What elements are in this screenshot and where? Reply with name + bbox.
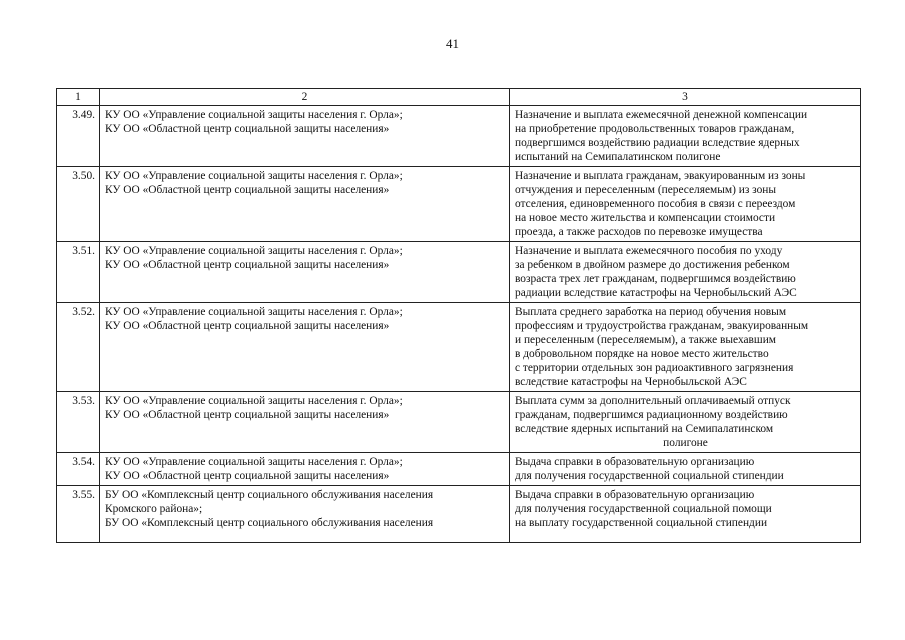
description-line: Назначение и выплата гражданам, эвакуированным из зоны <box>515 170 806 182</box>
description-line: на новое место жительства и компенсации стоимости <box>515 212 776 224</box>
service-description-cell <box>510 242 861 303</box>
description-line: отчуждения и переселенным (переселяемым) из зоны <box>515 184 777 196</box>
description-line: на выплату государственной социальной стипендии <box>515 517 768 529</box>
organization-cell <box>100 303 510 392</box>
description-line: гражданам, подвергшимся радиационному воздействию <box>515 409 788 421</box>
row-number: 3.54. <box>57 453 100 486</box>
row-number: 3.51. <box>57 242 100 303</box>
description-line: Выдача справки в образовательную организацию <box>515 489 755 501</box>
organization-line: КУ ОО «Управление социальной защиты населения г. Орла»; <box>105 456 403 468</box>
organization-line: БУ ОО «Комплексный центр социального обслуживания населения <box>105 489 434 501</box>
organization-line: КУ ОО «Областной центр социальной защиты населения» <box>105 123 390 135</box>
service-description-cell <box>510 392 861 453</box>
table-row <box>57 167 861 242</box>
services-table <box>56 88 861 543</box>
description-line: Назначение и выплата ежемесячной денежной компенсации <box>515 109 808 121</box>
organization-line: КУ ОО «Управление социальной защиты населения г. Орла»; <box>105 395 403 407</box>
description-line: с территории отдельных зон радиоактивного загрязнения <box>515 362 794 374</box>
column-header-3: 3 <box>510 89 861 106</box>
description-line: Выдача справки в образовательную организацию <box>515 456 755 468</box>
description-line: отселения, единовременного пособия в связи с переездом <box>515 198 796 210</box>
row-number: 3.52. <box>57 303 100 392</box>
organization-line: КУ ОО «Областной центр социальной защиты населения» <box>105 320 390 332</box>
description-line: профессиям и трудоустройства гражданам, эвакуированным <box>515 320 809 332</box>
table-header-row <box>57 89 861 106</box>
row-number: 3.50. <box>57 167 100 242</box>
organization-cell <box>100 167 510 242</box>
table-row <box>57 486 861 543</box>
table-row <box>57 453 861 486</box>
description-line: для получения государственной социальной стипендии <box>515 470 784 482</box>
description-line: вследствие катастрофы на Чернобыльской АЭС <box>515 376 747 388</box>
table-row <box>57 106 861 167</box>
description-line: и переселенным (переселяемым), а также выехавшим <box>515 334 777 346</box>
organization-line: КУ ОО «Управление социальной защиты населения г. Орла»; <box>105 109 403 121</box>
description-line: Выплата среднего заработка на период обучения новым <box>515 306 787 318</box>
column-header-1: 1 <box>57 89 100 106</box>
column-header-2: 2 <box>100 89 510 106</box>
description-line: за ребенком в двойном размере до достижения ребенком <box>515 259 790 271</box>
organization-line: КУ ОО «Областной центр социальной защиты населения» <box>105 259 390 271</box>
page-number: 41 <box>446 36 459 51</box>
service-description-cell <box>510 486 861 543</box>
row-number: 3.49. <box>57 106 100 167</box>
organization-cell <box>100 453 510 486</box>
description-line: радиации вследствие катастрофы на Чернобыльский АЭС <box>515 287 797 299</box>
organization-cell <box>100 242 510 303</box>
organization-line: Кромского района»; <box>105 503 203 515</box>
service-description-cell <box>510 303 861 392</box>
description-line: возраста трех лет гражданам, подвергшимся воздействию <box>515 273 796 285</box>
organization-cell <box>100 106 510 167</box>
description-cell-content <box>515 488 856 538</box>
organization-cell-content <box>105 488 505 538</box>
description-line: Назначение и выплата ежемесячного пособия по уходу <box>515 245 783 257</box>
organization-line: КУ ОО «Управление социальной защиты населения г. Орла»; <box>105 245 403 257</box>
description-line: в добровольном порядке на новое место жительство <box>515 348 769 360</box>
description-line: подвергшимся воздействию радиации вследствие ядерных <box>515 137 800 149</box>
organization-cell <box>100 486 510 543</box>
row-number: 3.53. <box>57 392 100 453</box>
description-line: проезда, а также расходов по перевозке имущества <box>515 226 763 238</box>
service-description-cell <box>510 167 861 242</box>
organization-line: БУ ОО «Комплексный центр социального обслуживания населения <box>105 517 434 529</box>
description-line: вследствие ядерных испытаний на Семипалатинском <box>515 423 774 435</box>
organization-line: КУ ОО «Управление социальной защиты населения г. Орла»; <box>105 170 403 182</box>
organization-line: КУ ОО «Областной центр социальной защиты населения» <box>105 470 390 482</box>
description-line: испытаний на Семипалатинском полигоне <box>515 151 721 163</box>
organization-cell <box>100 392 510 453</box>
table-row <box>57 392 861 453</box>
description-line: полигоне <box>663 437 708 449</box>
table-row <box>57 242 861 303</box>
row-number: 3.55. <box>57 486 100 543</box>
table-row <box>57 303 861 392</box>
organization-line: КУ ОО «Областной центр социальной защиты населения» <box>105 184 390 196</box>
description-line: для получения государственной социальной помощи <box>515 503 772 515</box>
service-description-cell <box>510 106 861 167</box>
organization-line: КУ ОО «Областной центр социальной защиты населения» <box>105 409 390 421</box>
description-line: на приобретение продовольственных товаров гражданам, <box>515 123 795 135</box>
organization-line: КУ ОО «Управление социальной защиты населения г. Орла»; <box>105 306 403 318</box>
service-description-cell <box>510 453 861 486</box>
description-line: Выплата сумм за дополнительный оплачиваемый отпуск <box>515 395 791 407</box>
